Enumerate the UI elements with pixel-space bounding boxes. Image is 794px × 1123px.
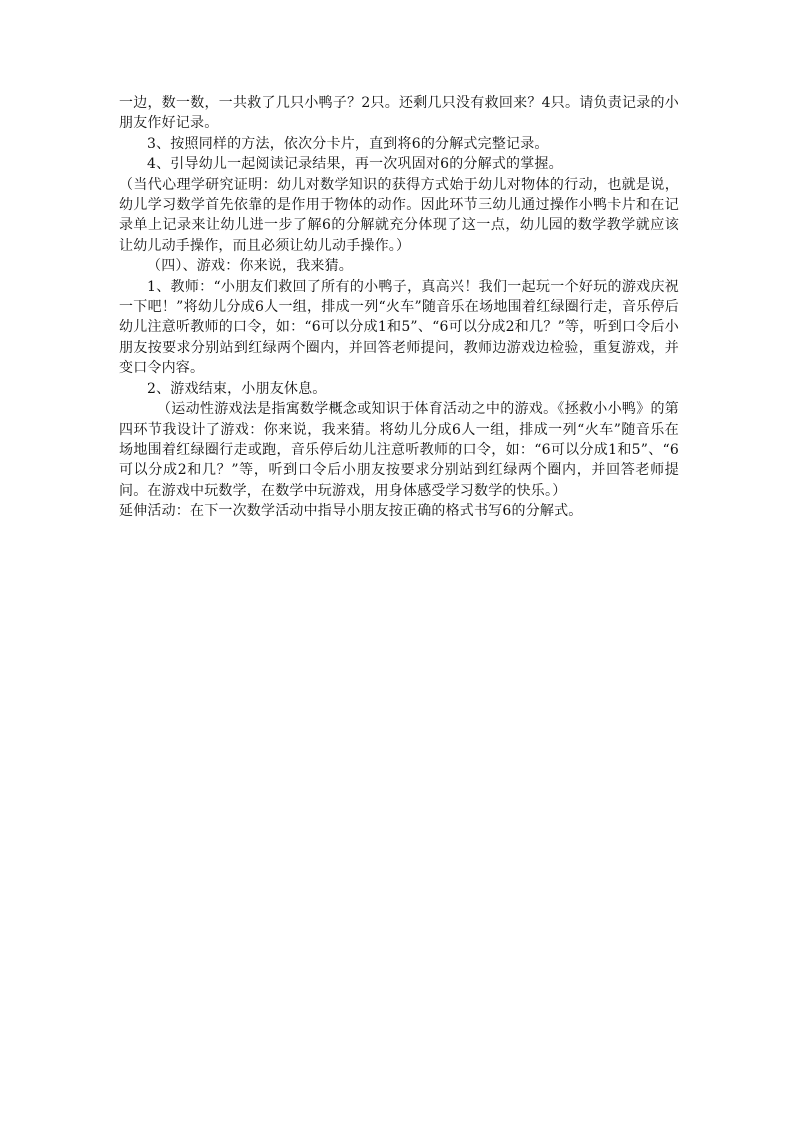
paragraph-game-step-1: 1、教师：“小朋友们救回了所有的小鸭子，真高兴！我们一起玩一个好玩的游戏庆祝一下吧！”将幼儿分成6人一组，排成一列“火车”随音乐在场地围着红绿圈行走，音乐停后幼儿注意听教师的口令，如：“6可以分成1和5”、“6可以分成2和几？”等，听到口令后小朋友按要求分别站到红绿两个圈内，并回答老师提问，教师边游戏边检验，重复游戏，并变口令内容。	[119, 278, 679, 377]
paragraph-psychology-note: （当代心理学研究证明：幼儿对数学知识的获得方式始于幼儿对物体的行动，也就是说，幼儿学习数学首先依靠的是作用于物体的动作。因此环节三幼儿通过操作小鸭卡片和在记录单上记录来让幼儿进一步了解6的分解就充分体现了这一点，幼儿园的数学教学就应该让幼儿动手操作，而且必须让幼儿动手操作。）	[119, 176, 679, 254]
paragraph-duck-count: 一边，数一数，一共救了几只小鸭子？2只。还剩几只没有救回来？4只。请负责记录的小朋友作好记录。	[119, 95, 679, 132]
section-heading-game: （四）、游戏：你来说，我来猜。	[147, 258, 353, 275]
document-body	[119, 93, 679, 522]
paragraph-game-step-2: 2、游戏结束，小朋友休息。	[147, 380, 327, 397]
paragraph-step-4: 4、引导幼儿一起阅读记录结果，再一次巩固对6的分解式的掌握。	[147, 156, 563, 173]
paragraph-game-note: （运动性游戏法是指寓数学概念或知识于体育活动之中的游戏。《拯救小小鸭》的第四环节我设计了游戏：你来说，我来猜。将幼儿分成6人一组，排成一列“火车”随音乐在场地围着红绿圈行走或跑，音乐停后幼儿注意听教师的口令，如：“6可以分成1和5”、“6可以分成2和几？”等，听到口令后小朋友按要求分别站到红绿两个圈内，并回答老师提问。在游戏中玩数学，在数学中玩游戏，用身体感受学习数学的快乐。）	[119, 401, 679, 499]
paragraph-step-3: 3、按照同样的方法，依次分卡片，直到将6的分解式完整记录。	[147, 135, 549, 152]
paragraph-extension-activity: 延伸活动：在下一次数学活动中指导小朋友按正确的格式书写6的分解式。	[119, 503, 583, 520]
